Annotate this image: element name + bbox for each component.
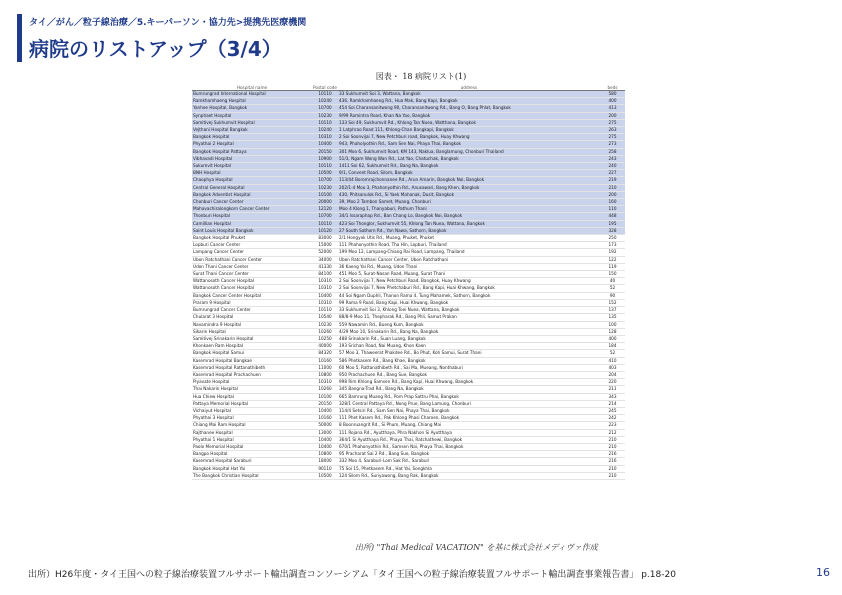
beds-cell: 128 bbox=[600, 328, 625, 335]
beds-cell: 210 bbox=[600, 443, 625, 450]
table-row bbox=[192, 148, 625, 155]
address-cell: 998 Rim Khlong Samsen Rd., Bang Kapi, Huai Khwang, Bangkok bbox=[338, 379, 600, 386]
table-row bbox=[192, 451, 625, 458]
beds-cell: 258 bbox=[600, 148, 625, 155]
beds-cell: 275 bbox=[600, 134, 625, 141]
hospital-name-cell: Bangkok Hospital Pattaya bbox=[192, 148, 312, 155]
address-cell: Moo 4 Klong 1, Thanyaburi, Pathum Thani bbox=[338, 206, 600, 213]
address-cell: 332 Moo 4, Saraburi-Lom Sak Rd., Saraburi bbox=[338, 458, 600, 465]
address-cell: 2 Soi Soonvijai 7, New Petchburi road, Bangkok, Huay Khwang bbox=[338, 134, 600, 141]
beds-cell: 90 bbox=[600, 292, 625, 299]
hospital-name-cell: Chonburi Cancer Center bbox=[192, 199, 312, 206]
hospital-name-cell: BNH Hospital bbox=[192, 170, 312, 177]
table-row bbox=[192, 307, 625, 314]
postal-code-cell: 10700 bbox=[312, 177, 338, 184]
address-cell: 57 Moo 3, Thaweerat Phakdee Rd., Bo Phut, Koh Samui, Surat Thani bbox=[338, 350, 600, 357]
table-row bbox=[192, 134, 625, 141]
address-cell: 114/4 Setsiri Rd., Sam Sen Nai, Phaya Thai, Bangkok bbox=[338, 407, 600, 414]
address-cell: 9/1, Convent Road, Silom, Bangkok bbox=[338, 170, 600, 177]
hospital-name-cell: Camillian Hospital bbox=[192, 220, 312, 227]
postal-code-cell: 34000 bbox=[312, 256, 338, 263]
hospital-name-cell: Bangkok Adventist Hospital bbox=[192, 191, 312, 198]
table-row bbox=[192, 278, 625, 285]
beds-cell: 173 bbox=[600, 242, 625, 249]
beds-cell: 400 bbox=[600, 98, 625, 105]
beds-cell: 200 bbox=[600, 112, 625, 119]
table-row bbox=[192, 235, 625, 242]
address-cell: Ubon Ratchathani Cancer Center, Ubon Ratchathani bbox=[338, 256, 600, 263]
address-cell: 60 Moo 5, Rattanathibeth Rd., Sai Ma, Mueang, Nonthaburi bbox=[338, 364, 600, 371]
table-row bbox=[192, 429, 625, 436]
beds-cell: 40 bbox=[600, 278, 625, 285]
table-row bbox=[192, 127, 625, 134]
hospital-name-cell: Synphaet Hospital bbox=[192, 112, 312, 119]
address-cell: 133 Soi 49, Sukhumvit Rd., Khlong Tan Nuea, Watthana, Bangkok bbox=[338, 119, 600, 126]
table-row bbox=[192, 119, 625, 126]
beds-cell: 263 bbox=[600, 127, 625, 134]
hospital-name-cell: Phyathai 2 Hospital bbox=[192, 141, 312, 148]
address-cell: 199 Moo 12, Lampang-Chiang Rai Road, Lampang, Thailand bbox=[338, 249, 600, 256]
table-row bbox=[192, 314, 625, 321]
address-cell: 430, Phitsanulok Rd., Si Yaek Mahanak, Dusit, Bangkok bbox=[338, 191, 600, 198]
hospital-name-cell: Chiang Mai Ram Hospital bbox=[192, 422, 312, 429]
postal-code-cell: 10400 bbox=[312, 141, 338, 148]
postal-code-cell: 10230 bbox=[312, 321, 338, 328]
table-row bbox=[192, 415, 625, 422]
hospital-name-cell: Chaophya Hospital bbox=[192, 177, 312, 184]
postal-code-cell: 84320 bbox=[312, 350, 338, 357]
table-row bbox=[192, 436, 625, 443]
postal-code-cell: 11000 bbox=[312, 364, 338, 371]
hospital-name-cell: Vibhavadi Hospital bbox=[192, 155, 312, 162]
address-cell: 99 Rama 9 Road, Bang Kapi, Huai Khwang, Bangkok bbox=[338, 299, 600, 306]
postal-code-cell: 10400 bbox=[312, 292, 338, 299]
hospital-name-cell: Ubon Ratchathani Cancer Center bbox=[192, 256, 312, 263]
beds-cell: 250 bbox=[600, 235, 625, 242]
beds-cell: 184 bbox=[600, 343, 625, 350]
postal-code-cell: 90110 bbox=[312, 465, 338, 472]
column-header-hospital-name: Hospital name bbox=[192, 84, 312, 91]
table-row bbox=[192, 141, 625, 148]
postal-code-cell: 10700 bbox=[312, 213, 338, 220]
postal-code-cell: 10310 bbox=[312, 134, 338, 141]
column-header-postal-code: Postal code bbox=[313, 84, 337, 90]
address-cell: 1 Latphrao Road 111, Khlong-Chan Bangkapi, Bangkok bbox=[338, 127, 600, 134]
table-row bbox=[192, 299, 625, 306]
address-cell: 665 Bamrung Muang Rd., Pom Prap Sattru Phai, Bangkok bbox=[338, 393, 600, 400]
hospital-name-cell: The Bangkok Christian Hospital bbox=[192, 472, 312, 479]
beds-cell: 200 bbox=[600, 191, 625, 198]
beds-cell: 192 bbox=[600, 249, 625, 256]
table-row bbox=[192, 170, 625, 177]
postal-code-cell: 10540 bbox=[312, 314, 338, 321]
beds-cell: 580 bbox=[600, 91, 625, 98]
postal-code-cell: 10110 bbox=[312, 163, 338, 170]
address-cell: 2 Soi Soonvijai 7, New Phetchaburi Rd., Bang Kapi, Huai Khwang, Bangkok bbox=[338, 285, 600, 292]
address-cell: 2 Soi Soonvijai 7, New Petchburi Road, Bangkok, Huay Khwang bbox=[338, 278, 600, 285]
beds-cell: 100 bbox=[600, 321, 625, 328]
postal-code-cell: 10110 bbox=[312, 220, 338, 227]
table-row bbox=[192, 393, 625, 400]
hospital-name-cell: Praram 9 Hospital bbox=[192, 299, 312, 306]
table-row bbox=[192, 350, 625, 357]
postal-code-cell: 10160 bbox=[312, 415, 338, 422]
table-row bbox=[192, 155, 625, 162]
table-row bbox=[192, 199, 625, 206]
beds-cell: 160 bbox=[600, 199, 625, 206]
table-row bbox=[192, 98, 625, 105]
address-cell: 36 Kaeng Yai Rd., Muang, Udon Thani bbox=[338, 263, 600, 270]
address-cell: 95 Pracharat Sai 2 Rd., Bang Sue, Bangkok bbox=[338, 451, 600, 458]
address-cell: 111 Phet Kasem Rd., Pak Khlong Phasi Charoen, Bangkok bbox=[338, 415, 600, 422]
hospital-table bbox=[192, 84, 625, 480]
hospital-name-cell: Chularat 3 Hospital bbox=[192, 314, 312, 321]
address-cell: 423 Soi Thonglor, Sukhumvit 55, Khlong Tan Nuea, Wattana, Bangkok bbox=[338, 220, 600, 227]
table-row bbox=[192, 112, 625, 119]
postal-code-cell: 10700 bbox=[312, 105, 338, 112]
postal-code-cell: 10800 bbox=[312, 451, 338, 458]
beds-cell: 52 bbox=[600, 285, 625, 292]
hospital-name-cell: Wattanosoth Cancer Hospital bbox=[192, 278, 312, 285]
beds-cell: 220 bbox=[600, 379, 625, 386]
postal-code-cell: 10120 bbox=[312, 227, 338, 234]
table-row bbox=[192, 177, 625, 184]
table-row bbox=[192, 422, 625, 429]
hospital-name-cell: Thai Nakarin Hospital bbox=[192, 386, 312, 393]
postal-code-cell: 10110 bbox=[312, 91, 338, 98]
postal-code-cell: 41330 bbox=[312, 263, 338, 270]
table-row bbox=[192, 242, 625, 249]
postal-code-cell: 10110 bbox=[312, 307, 338, 314]
table-row bbox=[192, 379, 625, 386]
table-row bbox=[192, 335, 625, 342]
beds-cell: 245 bbox=[600, 407, 625, 414]
hospital-name-cell: Bangkok Hospital Hat Yai bbox=[192, 465, 312, 472]
hospital-name-cell: Samitivej Srinakarin Hospital bbox=[192, 335, 312, 342]
postal-code-cell: 10400 bbox=[312, 436, 338, 443]
table-row bbox=[192, 407, 625, 414]
postal-code-cell: 10500 bbox=[312, 170, 338, 177]
hospital-name-cell: Vichaiyut Hospital bbox=[192, 407, 312, 414]
postal-code-cell: 15000 bbox=[312, 242, 338, 249]
table-row bbox=[192, 184, 625, 191]
hospital-name-cell: Bangpo Hospital bbox=[192, 451, 312, 458]
postal-code-cell: 83000 bbox=[312, 235, 338, 242]
beds-cell: 242 bbox=[600, 415, 625, 422]
hospital-name-cell: Udon Thani Cancer Center bbox=[192, 263, 312, 270]
postal-code-cell: 10230 bbox=[312, 184, 338, 191]
postal-code-cell: 10260 bbox=[312, 328, 338, 335]
address-cell: 202/1-4 Moo 3, Phahonyothin Rd., Anusawari, Bang Khen, Bangkok bbox=[338, 184, 600, 191]
hospital-name-cell: Pattaya Memorial Hospital bbox=[192, 400, 312, 407]
table-row bbox=[192, 213, 625, 220]
table-row bbox=[192, 206, 625, 213]
address-cell: 193 Srichan Road, Nai Muang, Khon Kaen bbox=[338, 343, 600, 350]
table-row bbox=[192, 105, 625, 112]
table-row bbox=[192, 285, 625, 292]
address-cell: 586 Phetkasem Rd., Bang Khae, Bangkok bbox=[338, 357, 600, 364]
table-row bbox=[192, 292, 625, 299]
footer-source-note: 出所）H26年度・タイ王国への粒子線治療装置フルサポート輸出調査コンソーシアム「タイ王国への粒子線治療装置フルサポート輸出調査事業報告書」 p.18-20 bbox=[28, 570, 676, 580]
hospital-name-cell: Bangkok Cancer Center Hospital bbox=[192, 292, 312, 299]
table-row bbox=[192, 227, 625, 234]
table-row bbox=[192, 343, 625, 350]
address-cell: 9/99 Ramintra Road, Khan Na Yao, Bangkok bbox=[338, 112, 600, 119]
beds-cell: 328 bbox=[600, 227, 625, 234]
postal-code-cell: 10900 bbox=[312, 155, 338, 162]
table-row bbox=[192, 371, 625, 378]
beds-cell: 448 bbox=[600, 213, 625, 220]
address-cell: 943, Phaholyothin Rd., Sam Sen Nai, Phaya Thai, Bangkok bbox=[338, 141, 600, 148]
table-row bbox=[192, 400, 625, 407]
hospital-name-cell: Kasemrad Hospital Rattanathibeth bbox=[192, 364, 312, 371]
beds-cell: 219 bbox=[600, 177, 625, 184]
postal-code-cell: 10110 bbox=[312, 119, 338, 126]
beds-cell: 216 bbox=[600, 451, 625, 458]
beds-cell: 210 bbox=[600, 472, 625, 479]
beds-cell: 195 bbox=[600, 220, 625, 227]
hospital-name-cell: Mahavachiralongkorn Cancer Center bbox=[192, 206, 312, 213]
postal-code-cell: 10260 bbox=[312, 386, 338, 393]
address-cell: 950 Prachachuen Rd., Bang Sue, Bangkok bbox=[338, 371, 600, 378]
address-cell: 124 Silom Rd., Suriyawong, Bang Rak, Bangkok bbox=[338, 472, 600, 479]
table-row bbox=[192, 472, 625, 479]
hospital-name-cell: Phyathai 1 Hospital bbox=[192, 436, 312, 443]
beds-cell: 216 bbox=[600, 458, 625, 465]
beds-cell: 410 bbox=[600, 357, 625, 364]
hospital-name-cell: Lopburi Cancer Center bbox=[192, 242, 312, 249]
table-row bbox=[192, 321, 625, 328]
beds-cell: 227 bbox=[600, 170, 625, 177]
figure-source-note: 出所) "Thai Medical VACATION" を基に株式会社メディヴァ作成 bbox=[355, 543, 598, 552]
postal-code-cell: 52000 bbox=[312, 249, 338, 256]
hospital-name-cell: Central General Hospital bbox=[192, 184, 312, 191]
postal-code-cell: 10230 bbox=[312, 112, 338, 119]
hospital-name-cell: Bumrungrad Cancer Center bbox=[192, 307, 312, 314]
table-row bbox=[192, 458, 625, 465]
postal-code-cell: 18000 bbox=[312, 458, 338, 465]
address-cell: 451 Moo 5, Surat-Nasan Road, Muang, Surat Thani bbox=[338, 271, 600, 278]
hospital-name-cell: Sikarin Hospital bbox=[192, 328, 312, 335]
postal-code-cell: 84100 bbox=[312, 271, 338, 278]
beds-cell: 110 bbox=[600, 206, 625, 213]
hospital-name-cell: Kasemrad Hospital Prachachuen bbox=[192, 371, 312, 378]
postal-code-cell: 40000 bbox=[312, 343, 338, 350]
hospital-name-cell: Paolo Memorial Hospital bbox=[192, 443, 312, 450]
address-cell: 488 Srinakarin Rd., Suan Luang, Bangkok bbox=[338, 335, 600, 342]
hospital-name-cell: Wattanosoth Cancer Hospital bbox=[192, 285, 312, 292]
postal-code-cell: 12120 bbox=[312, 206, 338, 213]
address-cell: 113/44 Boromrajchonnanee Rd., Arun Amarin, Bangkok Noi, Bangkok bbox=[338, 177, 600, 184]
hospital-name-cell: Bangkok Hospital Phuket bbox=[192, 235, 312, 242]
beds-cell: 150 bbox=[600, 271, 625, 278]
page-title: 病院のリストアップ（3/4） bbox=[29, 37, 282, 61]
beds-cell: 204 bbox=[600, 371, 625, 378]
hospital-name-cell: Navamindra 9 Hospital bbox=[192, 321, 312, 328]
hospital-name-cell: Bumrungrad International Hospital bbox=[192, 91, 312, 98]
beds-cell: 214 bbox=[600, 400, 625, 407]
beds-cell: 243 bbox=[600, 155, 625, 162]
address-cell: 328/1 Central Pattaya Rd., Nong Prue, Bang Lamung, Chonburi bbox=[338, 400, 600, 407]
beds-cell: 223 bbox=[600, 422, 625, 429]
hospital-name-cell: Rajthanee Hospital bbox=[192, 429, 312, 436]
table-row bbox=[192, 220, 625, 227]
postal-code-cell: 10100 bbox=[312, 393, 338, 400]
hospital-name-cell: Bangkok Hospital bbox=[192, 134, 312, 141]
address-cell: 111 Rojana Rd., Ayutthaya, Phra Nakhon Si Ayutthaya bbox=[338, 429, 600, 436]
address-cell: 44 Soi Ngam Duphli, Thanon Rama 4, Tung Mahamek, Sathorn, Bangkok bbox=[338, 292, 600, 299]
address-cell: 2/1 Hongyok Utis Rd., Muang, Phuket, Phuket bbox=[338, 235, 600, 242]
address-cell: 1411 Soi 62, Sukhumvit Rd., Bang Na, Bangkok bbox=[338, 163, 600, 170]
postal-code-cell: 10160 bbox=[312, 357, 338, 364]
beds-cell: 403 bbox=[600, 364, 625, 371]
address-cell: 345 Bangna-Trad Rd., Bang Na, Bangkok bbox=[338, 386, 600, 393]
hospital-name-cell: Bangkok Hospital Samui bbox=[192, 350, 312, 357]
beds-cell: 52 bbox=[600, 350, 625, 357]
postal-code-cell: 13000 bbox=[312, 429, 338, 436]
beds-cell: 119 bbox=[600, 263, 625, 270]
table-row bbox=[192, 91, 625, 98]
hospital-name-cell: Saint Louis Hospital Bangkok bbox=[192, 227, 312, 234]
beds-cell: 240 bbox=[600, 163, 625, 170]
address-cell: 301 Moo 6, Sukhumvit Road, KM 143, Naklua, Banglamung, Chonburi Thailand bbox=[338, 148, 600, 155]
hospital-table-body bbox=[192, 91, 625, 480]
address-cell: 75 Soi 15, Phetkasem Rd., Hat Yai, Songkhla bbox=[338, 465, 600, 472]
table-row bbox=[192, 163, 625, 170]
postal-code-cell: 10100 bbox=[312, 191, 338, 198]
address-cell: 27 South Sathorn Rd., Yan Nawa, Sathorn, Bangkok bbox=[338, 227, 600, 234]
table-row bbox=[192, 465, 625, 472]
breadcrumb: タイ／がん／粒子線治療／5.キーパーソン・協力先>提携先医療機関 bbox=[29, 18, 307, 28]
figure-caption: 図表・ 18 病院リスト(1) bbox=[375, 72, 467, 81]
hospital-name-cell: Khonkaen Ram Hospital bbox=[192, 343, 312, 350]
table-row bbox=[192, 386, 625, 393]
hospital-name-cell: Sukumvit Hospital bbox=[192, 163, 312, 170]
postal-code-cell: 20150 bbox=[312, 148, 338, 155]
table-row bbox=[192, 271, 625, 278]
beds-cell: 152 bbox=[600, 299, 625, 306]
address-cell: 33 Sukhumvit Soi 3, Khlong Toei Nuea, Wattana, Bangkok bbox=[338, 307, 600, 314]
address-cell: 454 Soi Charansanitwong 90, Charansanitwong Rd., Bang O, Bang Phlat, Bangkok bbox=[338, 105, 600, 112]
hospital-name-cell: Yanhee Hospital, Bangkok bbox=[192, 105, 312, 112]
hospital-name-cell: Kasemrad Hospital Saraburi bbox=[192, 458, 312, 465]
table-row bbox=[192, 357, 625, 364]
beds-cell: 135 bbox=[600, 314, 625, 321]
table-row bbox=[192, 256, 625, 263]
postal-code-cell: 50000 bbox=[312, 422, 338, 429]
hospital-name-cell: Kasemrad Hospital Bangkae bbox=[192, 357, 312, 364]
beds-cell: 212 bbox=[600, 429, 625, 436]
address-cell: 436, Ramkhamhaeng Rd., Hua Mak, Bang Kapi, Bangkok bbox=[338, 98, 600, 105]
column-header-address: address bbox=[338, 84, 600, 91]
beds-cell: 210 bbox=[600, 436, 625, 443]
hospital-name-cell: Lampang Cancer Center bbox=[192, 249, 312, 256]
hospital-list-figure bbox=[192, 70, 640, 480]
beds-cell: 343 bbox=[600, 393, 625, 400]
beds-cell: 275 bbox=[600, 119, 625, 126]
address-cell: 4/29 Moo 10, Srinakarin Rd., Bang Na, Bangkok bbox=[338, 328, 600, 335]
postal-code-cell: 10800 bbox=[312, 371, 338, 378]
hospital-name-cell: Hua Chiew Hospital bbox=[192, 393, 312, 400]
address-cell: 88/8-9 Moo 11, Thepharak Rd., Bang Phli, Samut Prakan bbox=[338, 314, 600, 321]
beds-cell: 273 bbox=[600, 141, 625, 148]
address-cell: 39, Moo 2 Tambon Samet, Muang, Chonburi bbox=[338, 199, 600, 206]
beds-cell: 400 bbox=[600, 335, 625, 342]
postal-code-cell: 10250 bbox=[312, 335, 338, 342]
hospital-name-cell: Phyathai 3 Hospital bbox=[192, 415, 312, 422]
table-row bbox=[192, 249, 625, 256]
beds-cell: 413 bbox=[600, 105, 625, 112]
address-cell: 33 Sukhumvit Soi 3, Wattana, Bangkok bbox=[338, 91, 600, 98]
postal-code-cell: 20000 bbox=[312, 199, 338, 206]
address-cell: 51/3, Ngam Wong Wan Rd., Lat Yao, Chatuchak, Bangkok bbox=[338, 155, 600, 162]
title-accent-bar bbox=[17, 14, 22, 62]
postal-code-cell: 10240 bbox=[312, 127, 338, 134]
beds-cell: 211 bbox=[600, 386, 625, 393]
postal-code-cell: 10240 bbox=[312, 98, 338, 105]
postal-code-cell: 10400 bbox=[312, 443, 338, 450]
hospital-name-cell: Ramkhamhaeng Hospital bbox=[192, 98, 312, 105]
beds-cell: 210 bbox=[600, 465, 625, 472]
table-row bbox=[192, 364, 625, 371]
beds-cell: 210 bbox=[600, 184, 625, 191]
beds-cell: 122 bbox=[600, 256, 625, 263]
address-cell: 34/1 Issaraphap Rd., Ban Chang Lo, Bangkok Noi, Bangkok bbox=[338, 213, 600, 220]
table-row bbox=[192, 328, 625, 335]
table-row bbox=[192, 443, 625, 450]
postal-code-cell: 20150 bbox=[312, 400, 338, 407]
postal-code-cell: 10500 bbox=[312, 472, 338, 479]
postal-code-cell: 10310 bbox=[312, 285, 338, 292]
address-cell: 111 Phahonyothin Road, Tha Hin, Lopburi, Thailand bbox=[338, 242, 600, 249]
postal-code-cell: 10310 bbox=[312, 299, 338, 306]
postal-code-cell: 10400 bbox=[312, 407, 338, 414]
address-cell: 670/1 Phahonyothin Rd., Samsen Nai, Phaya Thai, Bangkok bbox=[338, 443, 600, 450]
address-cell: 8 Boonruangrit Rd., Si Phum, Muang, Chiang Mai bbox=[338, 422, 600, 429]
table-row bbox=[192, 263, 625, 270]
postal-code-cell: 10310 bbox=[312, 379, 338, 386]
hospital-name-cell: Surat Thani Cancer Center bbox=[192, 271, 312, 278]
hospital-name-cell: Vejthani Hospital Bangkok bbox=[192, 127, 312, 134]
address-cell: 364/1 Si Ayutthaya Rd., Phaya Thai, Ratchathewi, Bangkok bbox=[338, 436, 600, 443]
address-cell: 559 Nawamin Rd., Bueng Kum, Bangkok bbox=[338, 321, 600, 328]
hospital-name-cell: Thonburi Hospital bbox=[192, 213, 312, 220]
column-header-beds: beds bbox=[600, 84, 625, 91]
beds-cell: 137 bbox=[600, 307, 625, 314]
hospital-name-cell: Piyavate Hospital bbox=[192, 379, 312, 386]
hospital-name-cell: Samitivej Sukhumvit Hospital bbox=[192, 119, 312, 126]
postal-code-cell: 10310 bbox=[312, 278, 338, 285]
page-number: 16 bbox=[816, 566, 830, 579]
table-row bbox=[192, 191, 625, 198]
